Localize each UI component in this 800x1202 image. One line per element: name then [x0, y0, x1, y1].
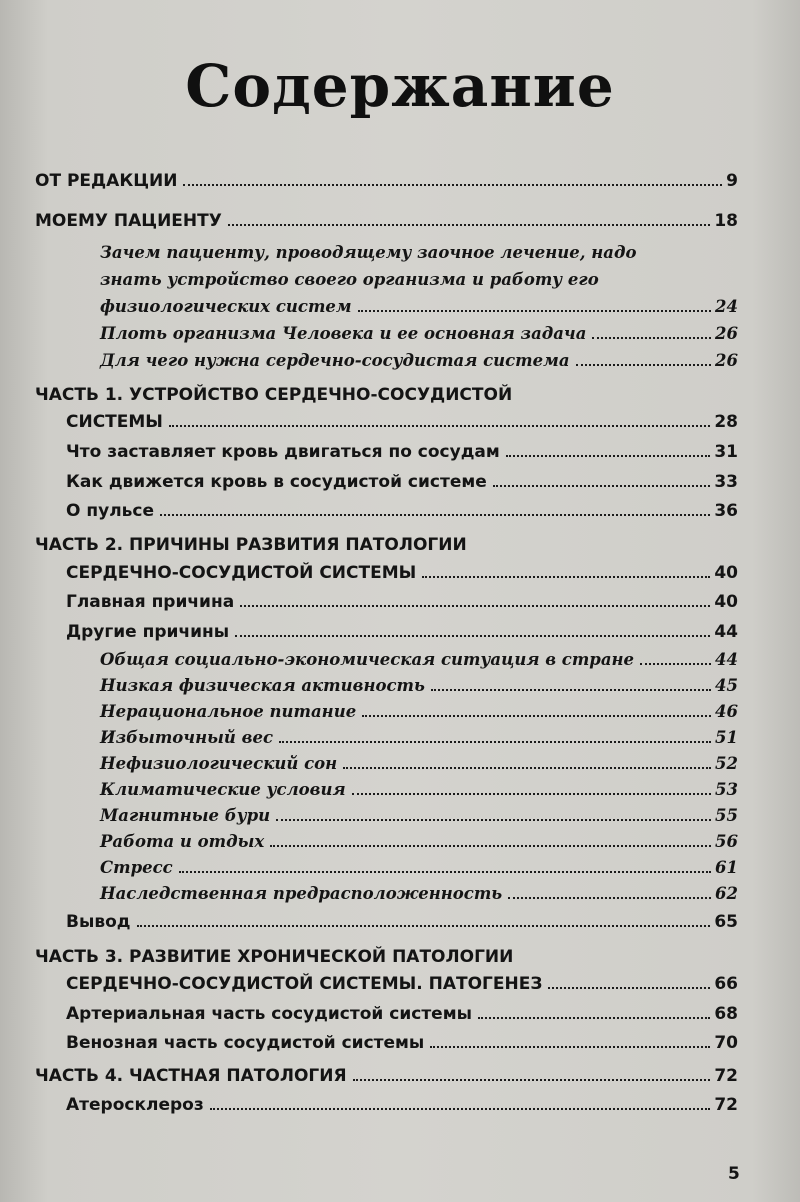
toc-entry: СИСТЕМЫ 28: [66, 412, 738, 432]
toc-entry: Атеросклероз 72: [66, 1095, 738, 1115]
toc-entry: Другие причины 44: [66, 622, 738, 642]
toc-entry: Что заставляет кровь двигаться по сосудам 31: [66, 442, 738, 462]
toc-entry: ЧАСТЬ 4. ЧАСТНАЯ ПАТОЛОГИЯ 72: [35, 1066, 738, 1086]
toc-entry: физиологических систем 24: [100, 297, 738, 316]
toc-entry: Наследственная предрасположенность 62: [100, 884, 738, 903]
toc-entry: Как движется кровь в сосудистой системе 33: [66, 472, 738, 492]
toc-entry: Венозная часть сосудистой системы 70: [66, 1033, 738, 1053]
toc-entry: Климатические условия 53: [100, 780, 738, 799]
toc-entry: Магнитные бури 55: [100, 806, 738, 825]
page-number: 5: [728, 1164, 740, 1184]
toc-entry: СЕРДЕЧНО-СОСУДИСТОЙ СИСТЕМЫ 40: [66, 563, 738, 583]
toc-entry: Избыточный вес 51: [100, 728, 738, 747]
toc-entry: Нефизиологический сон 52: [100, 754, 738, 773]
toc-entry: Плоть организма Человека и ее основная задача 26: [100, 324, 738, 343]
toc-entry: Зачем пациенту, проводящему заочное лечение, надо: [100, 243, 637, 262]
toc-entry: знать устройство своего организма и работу его: [100, 270, 599, 289]
toc-entry: ОТ РЕДАКЦИИ 9: [35, 171, 738, 191]
page-title: Содержание: [185, 52, 615, 120]
toc-entry: Общая социально-экономическая ситуация в стране 44: [100, 650, 738, 669]
toc-entry: Стресс 61: [100, 858, 738, 877]
toc-entry: Для чего нужна сердечно-сосудистая система 26: [100, 351, 738, 370]
toc-entry: Главная причина 40: [66, 592, 738, 612]
toc-entry: О пульсе 36: [66, 501, 738, 521]
toc-entry: Низкая физическая активность 45: [100, 676, 738, 695]
toc-entry: Вывод 65: [66, 912, 738, 932]
toc-entry: ЧАСТЬ 2. ПРИЧИНЫ РАЗВИТИЯ ПАТОЛОГИИ: [35, 535, 467, 555]
toc-entry: Артериальная часть сосудистой системы 68: [66, 1004, 738, 1024]
toc-entry: СЕРДЕЧНО-СОСУДИСТОЙ СИСТЕМЫ. ПАТОГЕНЕЗ 66: [66, 974, 738, 994]
toc-entry: МОЕМУ ПАЦИЕНТУ 18: [35, 211, 738, 231]
toc-entry: ЧАСТЬ 3. РАЗВИТИЕ ХРОНИЧЕСКОЙ ПАТОЛОГИИ: [35, 947, 514, 967]
toc-entry: ЧАСТЬ 1. УСТРОЙСТВО СЕРДЕЧНО-СОСУДИСТОЙ: [35, 385, 513, 405]
toc-entry: Нерациональное питание 46: [100, 702, 738, 721]
toc-entry: Работа и отдых 56: [100, 832, 738, 851]
